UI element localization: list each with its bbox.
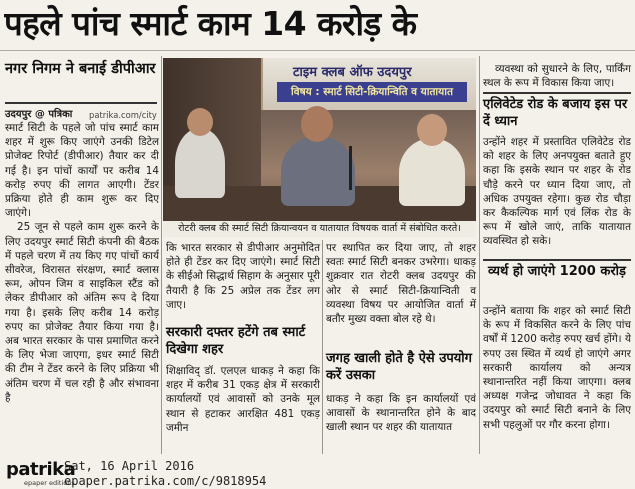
main-headline: पहले पांच स्मार्ट काम 14 करोड़ के <box>4 4 417 43</box>
right-body-0 <box>483 62 631 90</box>
right-para-0: व्यवस्था को सुधारने के लिए, पार्किंग स्थल के रूप में विकास किया जाए। <box>483 63 631 90</box>
center-body-2 <box>326 392 476 454</box>
right-para-2: उन्होंने बताया कि शहर को स्मार्ट सिटी के रूप में विकसित करने के लिए पांच वर्षों में 1200 करोड़ रुपए खर्च होंगे। ये रुपए उस स्थित में व्यर्थ हो जाएंगे अगर सरकारी कार्यालय को अन्यत्र स्थानान्तरित नहीं किया जाएगा। क्लब अध्यक्ष गजेन्द्र जोधावत ने कहा कि उदयपुर को स्मार्ट सिटी बनाने के लिए सभी पहलुओं पर गौर करना होगा। <box>483 305 631 431</box>
right-rule-2 <box>483 259 631 261</box>
banner-subject: विषय : स्मार्ट सिटी-क्रियान्विति व यातायात <box>277 82 467 102</box>
right-subhead-2: व्यर्थ हो जाएंगे 1200 करोड़ <box>488 264 626 279</box>
person-center-head <box>301 106 333 142</box>
middle-body-1 <box>166 241 320 312</box>
left-para-2: 25 जून से पहले काम शुरू करने के लिए उदयपुर स्मार्ट सिटी कंपनी की बैठक में पहले चरण में तय किए गए पांचों कार्य सीवरेज, विरासत संरक्षण, स्मार्ट क्लास रूम, ओपन जिम व साइकिल स्टैंड को लेकर डीपीआर को अंतिम रूप दे दिया गया है। इसके लिए करीब 14 करोड़ रुपए का प्रोजेक्ट तैयार किया गया है। अब भारत सरकार के पास प्रमाणित करने के लिए भेजा जाएगा, इधर स्मार्ट सिटी की टीम ने टेंडर करने के लिए प्रक्रिया भी अंतिम चरण में चल रही है और संभावना है <box>5 221 159 404</box>
headline-rule <box>0 50 635 51</box>
center-body-1 <box>326 241 476 326</box>
person-right-head <box>417 114 447 146</box>
person-center <box>281 136 355 206</box>
photo-caption: रोटरी क्लब की स्मार्ट सिटी क्रियान्वयन व यातायात विषयक वार्ता में संबोधित करते। <box>163 221 476 237</box>
center-para-1: पर स्थापित कर दिया जाए, तो शहर स्वतः स्मार्ट सिटी बनकर उभरेगा। धाकड़ शुक्रवार रात रोटरी क्लब उदयपुर की ओर से स्मार्ट सिटी-क्रियान्विती व व्यवस्था विषय पर आयोजित वार्ता में बतौर मुख्य वक्ता बोल रहे थे। <box>326 242 476 326</box>
banner-title: टाइम क्लब ऑफ उदयपुर <box>293 65 412 80</box>
middle-para-1: कि भारत सरकार से डीपीआर अनुमोदित होते ही टेंडर कर दिए जाएंगे। स्मार्ट सिटी के सीईओ सिद्धार्थ सिहाग के अनुसार पूरी तैयारी है कि 25 अप्रेल तक टेंडर लग जाए। <box>166 242 320 311</box>
logo-subtitle: epaper editions <box>24 479 75 487</box>
right-body-1 <box>483 135 631 249</box>
right-body-2 <box>483 304 631 454</box>
epaper-link[interactable]: epaper.patrika.com/c/9818954 <box>64 474 267 488</box>
left-body <box>5 121 159 453</box>
footer <box>0 456 635 489</box>
right-subhead-1: एलिवेटेड रोड के बजाय इस पर दें ध्यान <box>483 97 628 129</box>
col-rule-3 <box>479 56 480 454</box>
event-photo <box>163 58 476 221</box>
person-right <box>399 138 465 206</box>
left-subhead: नगर निगम ने बनाई डीपीआर <box>5 61 156 77</box>
patrika-logo[interactable]: patrika <box>6 459 76 480</box>
col-rule-1 <box>161 56 162 454</box>
left-subhead-rule <box>5 102 157 104</box>
right-rule-1 <box>483 92 631 94</box>
center-para-2: धाकड़ ने कहा कि इन कार्यालयों एवं आवासों के स्थानान्तरित होने के बाद खाली स्थान पर शहर की यातायात <box>326 393 476 434</box>
middle-subhead: सरकारी दफ्तर हटेंगे तब स्मार्ट दिखेगा शहर <box>166 325 306 357</box>
edition-date: Sat, 16 April 2016 <box>64 459 195 473</box>
middle-para-2: शिक्षाविद् डॉ. एलएल धाकड़ ने कहा कि शहर में करीब 31 एकड़ क्षेत्र में सरकारी कार्यालयों एवं आवासों को उनके मूल स्थान से हटाकर आरक्षित 481 एकड़ जमीन <box>166 365 320 434</box>
event-banner <box>261 58 476 110</box>
microphone <box>349 146 352 190</box>
site-label: patrika.com/city <box>89 110 157 120</box>
right-para-1: उन्होंने शहर में प्रस्तावित एलिवेटेड रोड को शहर के लिए अनपयुक्त बताते हुए कहा कि इसके स्थान पर शहर के रोड चौड़े करने पर ध्यान दिया जाए, तो अधिक उपयुक्त रहेगा। कुछ रोड चौड़ा कर कैकल्पिक मार्ग एवं लिंक रोड के रूप में खोले जाएं, ताकि यातायात व्यवस्थित हो सके। <box>483 136 631 248</box>
person-left-head <box>187 108 213 136</box>
center-subhead: जगह खाली होते है ऐसे उपयोग करें उसका <box>326 351 472 383</box>
person-left <box>175 128 225 198</box>
col-rule-2 <box>322 240 323 454</box>
left-para-1: स्मार्ट सिटी के पहले जो पांच स्मार्ट काम शहर में शुरू किए जाएंगे उनकी डिटेल प्रोजेक्ट रिपोर्ट (डीपीआर) तैयार कर दी गई है। इन पांचों कार्यों पर करीब 14 करोड़ रुपए की लागत आएगी। टेंडर प्रक्रिया होते ही काम शुरू कर दिए जाएंगे। <box>5 122 159 220</box>
middle-body-2 <box>166 364 320 454</box>
dateline: उदयपुर @ पत्रिका <box>5 109 73 120</box>
